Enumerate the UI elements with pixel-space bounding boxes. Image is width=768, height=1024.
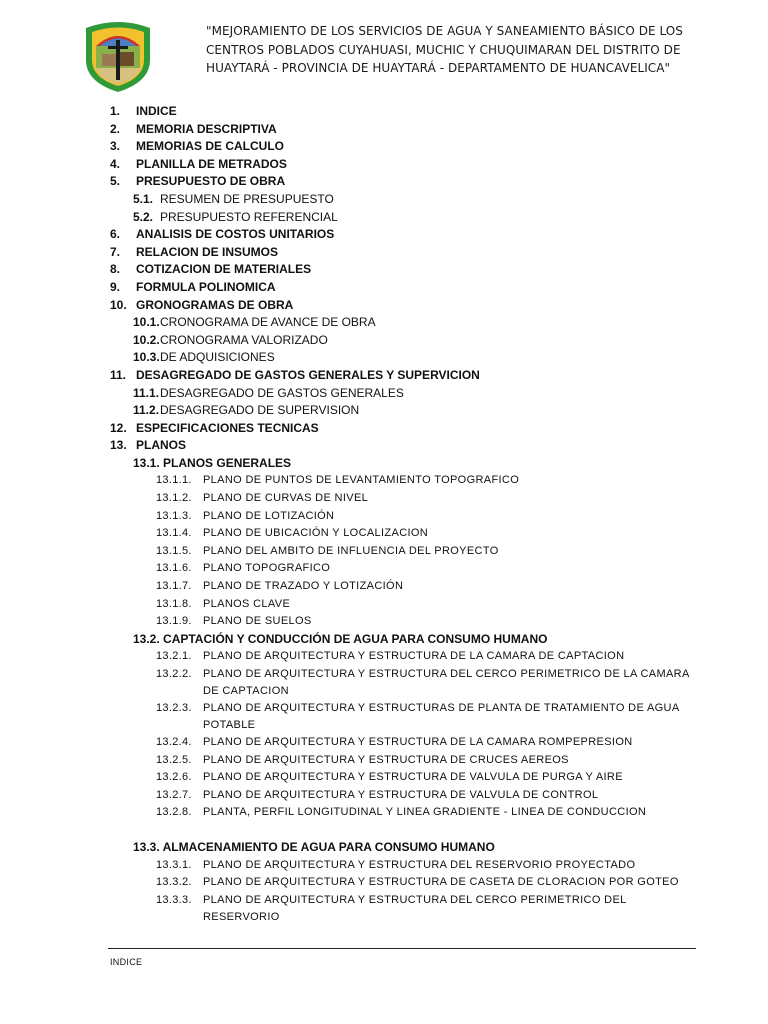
toc-plan-item[interactable] [0,804,768,822]
toc-number: 13.2.3. [156,702,192,714]
toc-label: PLANO DE PUNTOS DE LEVANTAMIENTO TOPOGRAFICO [203,474,520,487]
toc-number: 13.3.3. [156,893,192,906]
toc-label: MEMORIAS DE CALCULO [136,139,284,154]
toc-number: 13.3.2. [156,876,192,889]
toc-plan-item[interactable] [0,578,768,596]
toc-item[interactable] [0,261,768,279]
toc-subitem[interactable] [0,314,768,332]
toc-item[interactable] [0,103,768,121]
toc-label: MEMORIA DESCRIPTIVA [136,121,277,136]
toc-label: PRESUPUESTO REFERENCIAL [160,209,338,224]
toc-item[interactable] [0,279,768,297]
toc-label: PLANO DE TRAZADO Y LOTIZACIÓN [203,580,404,593]
toc-number: 5. [110,174,121,189]
toc-label: CRONOGRAMA DE AVANCE DE OBRA [160,315,376,330]
toc-subitem[interactable] [0,209,768,227]
toc-label: ANALISIS DE COSTOS UNITARIOS [136,227,335,242]
toc-label: PLANO DE ARQUITECTURA Y ESTRUCTURA DE VALVULA DE CONTROL [203,788,599,801]
toc-plan-item[interactable] [0,543,768,561]
toc-number: 13.1.2. [156,492,192,505]
toc-subitem[interactable] [0,385,768,403]
toc-plan-item[interactable] [0,525,768,543]
toc-number: 10. [110,297,127,312]
toc-number: 8. [110,262,121,277]
toc-number: 13.1.9. [156,615,192,628]
toc-plan-item[interactable] [0,560,768,578]
toc-number: 10.1. [133,315,160,330]
toc-subitem[interactable] [0,402,768,420]
toc-label: ESPECIFICACIONES TECNICAS [136,420,319,435]
toc-item[interactable] [0,297,768,315]
toc-label: PLANOS CLAVE [203,597,291,610]
toc-label: DESAGREGADO DE GASTOS GENERALES Y SUPERVICION [136,367,480,382]
toc-number: 13.1.8. [156,597,192,610]
toc-label: PLANO DEL AMBITO DE INFLUENCIA DEL PROYECTO [203,544,499,557]
toc-label: PLANILLA DE METRADOS [136,156,287,171]
toc-number: 13.2.5. [156,753,192,766]
toc-label: 13.1. PLANOS GENERALES [133,455,292,470]
toc-number: 13.1.1. [156,474,192,487]
toc-number: 13.2.4. [156,736,192,748]
toc-subitem[interactable] [0,332,768,350]
toc-number: 13.1.5. [156,544,192,557]
toc-number: 3. [110,139,121,154]
footer-divider [108,948,696,949]
toc-item[interactable] [0,138,768,156]
toc-label: PLANO DE ARQUITECTURA Y ESTRUCTURA DE LA CAMARA DE CAPTACION [203,650,625,663]
toc-label: PLANO DE ARQUITECTURA Y ESTRUCTURA DE CASETA DE CLORACION POR GOTEO [203,876,679,889]
toc-number: 6. [110,227,121,242]
toc-section-heading[interactable] [0,839,768,857]
toc-plan-item[interactable] [0,857,768,875]
footer-label: INDICE [110,957,143,967]
toc-number: 13.1.7. [156,580,192,593]
toc-plan-item[interactable] [0,787,768,805]
toc-label: FORMULA POLINOMICA [136,279,276,294]
table-of-contents [0,103,768,926]
toc-number: 2. [110,121,121,136]
toc-label: PLANO DE ARQUITECTURA Y ESTRUCTURAS DE PLANTA DE TRATAMIENTO DE AGUA POTABLE [203,702,679,731]
toc-number: 4. [110,156,121,171]
toc-number: 13. [110,438,127,453]
toc-label: INDICE [136,104,177,118]
toc-label: PLANO DE ARQUITECTURA Y ESTRUCTURA DEL CERCO PERIMETRICO DE LA CAMARA DE CAPTACION [203,668,690,697]
toc-number: 13.2.7. [156,788,192,801]
toc-label: 13.3. ALMACENAMIENTO DE AGUA PARA CONSUMO HUMANO [133,839,495,854]
toc-section-heading[interactable] [0,631,768,649]
toc-number: 13.3.1. [156,858,192,871]
toc-number: 13.2.1. [156,650,192,663]
toc-plan-item[interactable] [0,596,768,614]
toc-label: GRONOGRAMAS DE OBRA [136,297,294,312]
toc-label: PLANO DE ARQUITECTURA Y ESTRUCTURA DEL CERCO PERIMETRICO DEL RESERVORIO [203,893,627,923]
toc-item[interactable] [0,156,768,174]
toc-label: DE ADQUISICIONES [160,350,275,365]
toc-item[interactable] [0,420,768,438]
toc-label: RESUMEN DE PRESUPUESTO [160,191,334,206]
toc-plan-item[interactable] [0,700,768,734]
toc-label: PLANO DE ARQUITECTURA Y ESTRUCTURA DE VALVULA DE PURGA Y AIRE [203,771,623,784]
toc-number: 13.2.2. [156,668,192,680]
toc-subitem[interactable] [0,349,768,367]
municipal-crest-icon [80,20,156,94]
toc-label: RELACION DE INSUMOS [136,244,279,259]
toc-number: 7. [110,244,121,259]
toc-plan-item[interactable] [0,490,768,508]
project-title: "MEJORAMIENTO DE LOS SERVICIOS DE AGUA Y SANEAMIENTO BÁSICO DE LOS CENTROS POBLADOS CUYAHUASI, MUCHIC Y CHUQUIMARAN DEL DISTRITO DE HUAYTARÁ - PROVINCIA DE HUAYTARÁ - DEPARTAMENTO DE HUANCAVELICA" [206,24,683,75]
toc-label: DESAGREGADO DE GASTOS GENERALES [160,385,404,400]
toc-label: DESAGREGADO DE SUPERVISION [160,403,360,418]
section-spacer [0,822,768,839]
toc-label: PRESUPUESTO DE OBRA [136,174,286,189]
toc-label: PLANOS [136,438,187,453]
toc-plan-item[interactable] [0,874,768,892]
toc-label: PLANO DE CURVAS DE NIVEL [203,492,369,505]
toc-plan-item[interactable] [0,666,768,700]
toc-plan-item[interactable] [0,734,768,752]
toc-item[interactable] [0,244,768,262]
toc-label: PLANO DE UBICACIÓN Y LOCALIZACION [203,527,429,540]
toc-plan-item[interactable] [0,752,768,770]
toc-number: 11. [110,367,127,382]
toc-number: 9. [110,279,121,294]
toc-label: PLANO TOPOGRAFICO [203,562,331,575]
toc-plan-item[interactable] [0,613,768,631]
toc-plan-item[interactable] [0,648,768,666]
toc-label: PLANO DE ARQUITECTURA Y ESTRUCTURA DE CRUCES AEREOS [203,753,569,766]
toc-number: 13.1.4. [156,527,192,540]
toc-plan-item[interactable] [0,508,768,526]
toc-label: COTIZACION DE MATERIALES [136,262,312,277]
toc-section-heading[interactable] [0,455,768,473]
toc-subitem[interactable] [0,191,768,209]
toc-number: 11.1. [133,385,160,400]
toc-number: 5.2. [133,209,154,224]
toc-item[interactable] [0,173,768,191]
toc-item[interactable] [0,121,768,139]
toc-number: 13.2.8. [156,806,192,819]
toc-number: 13.1.3. [156,509,192,522]
toc-number: 12. [110,420,127,435]
toc-label: PLANTA, PERFIL LONGITUDINAL Y LINEA GRADIENTE - LINEA DE CONDUCCION [203,806,647,819]
toc-number: 13.2.6. [156,771,192,784]
toc-plan-item[interactable] [0,892,768,926]
toc-number: 10.3. [133,350,160,365]
toc-label: 13.2. CAPTACIÓN Y CONDUCCIÓN DE AGUA PARA CONSUMO HUMANO [133,631,548,646]
toc-label: PLANO DE ARQUITECTURA Y ESTRUCTURA DE LA CAMARA ROMPEPRESION [203,736,633,748]
toc-number: 1. [110,104,121,118]
toc-plan-item[interactable] [0,472,768,490]
toc-item[interactable] [0,367,768,385]
toc-plan-item[interactable] [0,769,768,787]
toc-number: 11.2. [133,403,160,418]
toc-number: 13.1.6. [156,562,192,575]
toc-label: PLANO DE SUELOS [203,615,312,628]
toc-number: 10.2. [133,332,160,347]
toc-label: PLANO DE ARQUITECTURA Y ESTRUCTURA DEL RESERVORIO PROYECTADO [203,858,636,871]
toc-item[interactable] [0,437,768,455]
toc-label: CRONOGRAMA VALORIZADO [160,332,328,347]
toc-label: PLANO DE LOTIZACIÓN [203,509,335,522]
toc-item[interactable] [0,226,768,244]
toc-number: 5.1. [133,191,154,206]
